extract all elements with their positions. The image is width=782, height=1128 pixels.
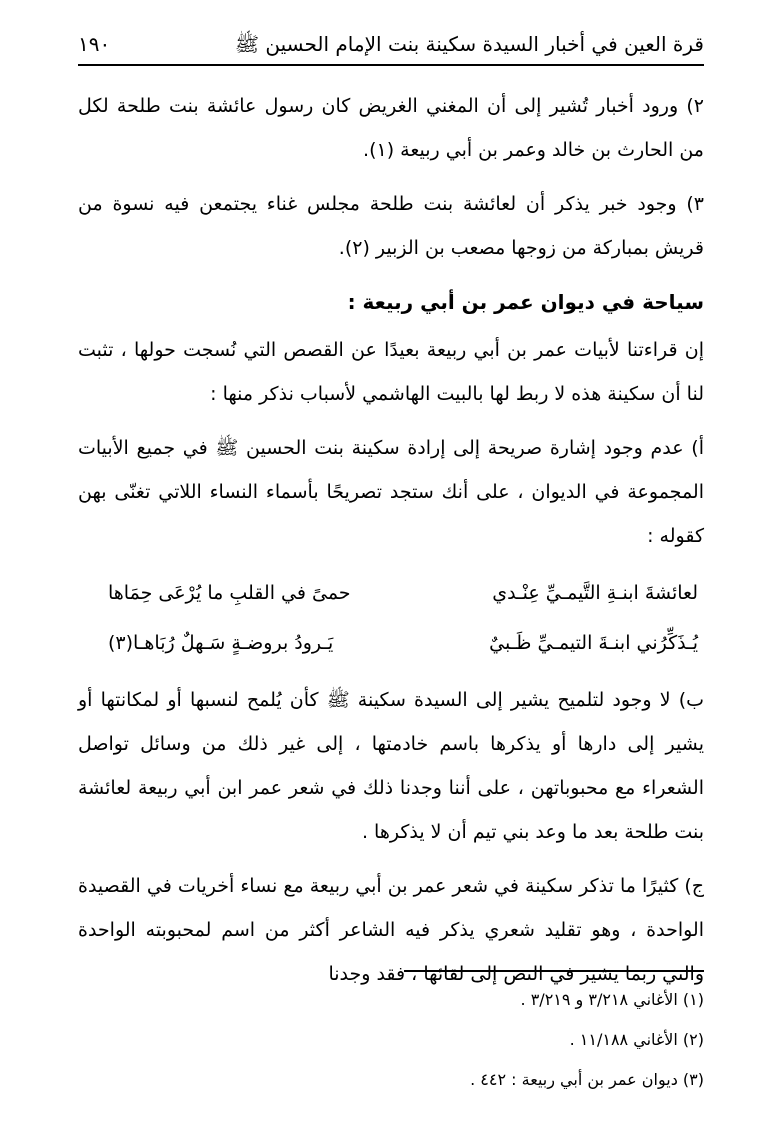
footnote-divider bbox=[404, 970, 704, 972]
footnote-3: (٣) ديوان عمر بن أبي ربيعة : ٤٤٢ . bbox=[470, 1070, 704, 1089]
verse-first-hemistich: يُـذَكِّرُني ابنـةَ التيمـيِّ ظَـبيٌ bbox=[489, 632, 698, 654]
paragraph-intro: إن قراءتنا لأبيات عمر بن أبي ربيعة بعيدًا عن القصص التي نُسجت حولها ، تثبت لنا أن سكينة هذه لا ربط لها بالبيت الهاشمي لأسباب نذكر منها : bbox=[78, 339, 704, 405]
verse-second-hemistich: حمىً في القلبِ ما يُرْعَى حِمَاها bbox=[108, 582, 351, 604]
verse-first-hemistich: لعائشةَ ابنـةِ التَّيمـيِّ عِنْـدي bbox=[492, 582, 698, 604]
paragraph-point-c: ج) كثيرًا ما تذكر سكينة في شعر عمر بن أبي ربيعة مع نساء أخريات في القصيدة الواحدة ، وهو تقليد شعري يذكر فيه الشاعر أكثر من اسم لمحبوبته الواحدة والتي ربما يشير في النص إلى لقائها ، فقد وجدنا bbox=[78, 875, 704, 985]
page-body bbox=[78, 84, 704, 1006]
verse-line bbox=[78, 618, 704, 668]
paragraph-point-3: ٣) وجود خبر يذكر أن لعائشة بنت طلحة مجلس غناء يجتمعن فيه نسوة من قريش بمباركة من زوجها مصعب بن الزبير (٢). bbox=[78, 193, 704, 259]
book-title: قرة العين في أخبار السيدة سكينة بنت الإمام الحسين ﷺ bbox=[234, 32, 704, 56]
verse-line bbox=[78, 568, 704, 618]
paragraph-point-a: أ) عدم وجود إشارة صريحة إلى إرادة سكينة بنت الحسين ﷺ في جميع الأبيات المجموعة في الديوان ، على أنك ستجد تصريحًا بأسماء النساء اللاتي تغنّى بهن كقوله : bbox=[78, 437, 704, 547]
running-header bbox=[78, 28, 704, 66]
section-heading: سياحة في ديوان عمر بن أبي ربيعة : bbox=[347, 290, 704, 314]
poem-verses bbox=[78, 568, 704, 668]
footnote-2: (٢) الأغاني ١١/١٨٨ . bbox=[569, 1030, 704, 1049]
verse-second-hemistich: يَـرودُ بروضـةٍ سَـهلٌ رُبَاهـا(٣) bbox=[108, 632, 334, 654]
footnote-1: (١) الأغاني ٣/٢١٨ و ٣/٢١٩ . bbox=[520, 990, 704, 1009]
footnotes bbox=[78, 970, 704, 1100]
page-number: ١٩٠ bbox=[78, 32, 111, 56]
paragraph-point-b: ب) لا وجود لتلميح يشير إلى السيدة سكينة ﷺ كأن يُلمح لنسبها أو لمكانتها أو يشير إلى دارها أو يذكرها باسم خادمتها ، إلى غير ذلك من وسائل تواصل الشعراء مع محبوباتهن ، على أننا وجدنا ذلك في شعر عمر ابن أبي ربيعة لعائشة بنت طلحة بعد ما وعد بني تيم أن لا يذكرها . bbox=[78, 689, 704, 843]
paragraph-point-2: ٢) ورود أخبار تُشير إلى أن المغني الغريض كان رسول عائشة بنت طلحة لكل من الحارث بن خالد وعمر بن أبي ربيعة (١). bbox=[78, 95, 704, 161]
